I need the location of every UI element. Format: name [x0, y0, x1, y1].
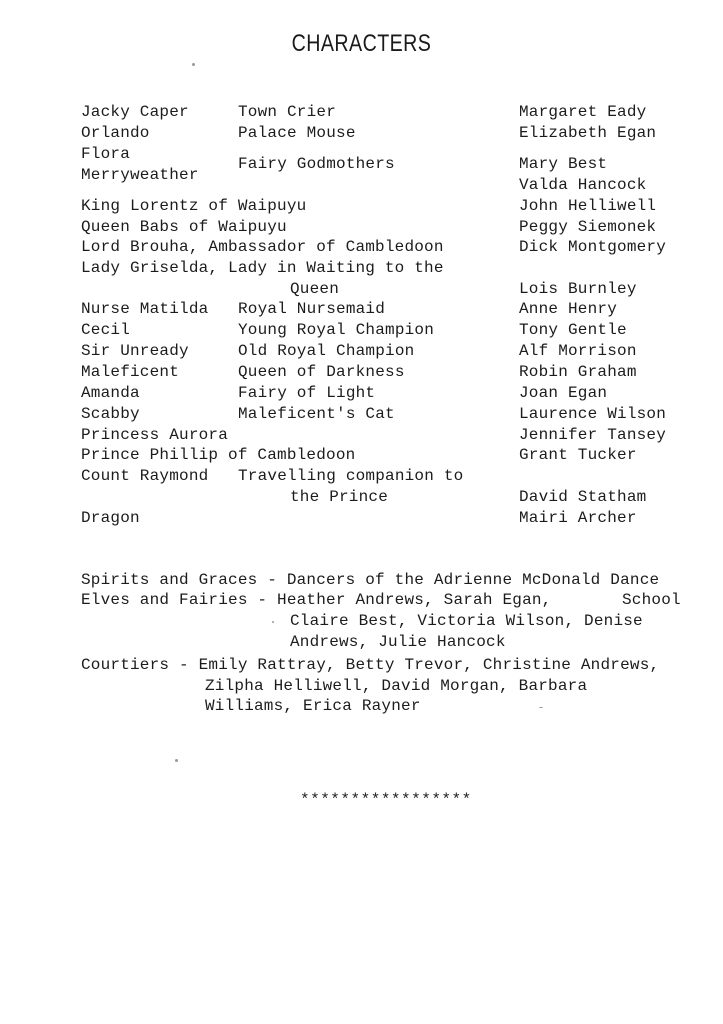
cast-character: Dragon	[81, 509, 140, 527]
cast-role: Queen of Darkness	[238, 363, 405, 381]
cast-character: Scabby	[81, 405, 140, 423]
ensemble-elves: Andrews, Julie Hancock	[290, 633, 506, 651]
cast-actor: John Helliwell	[519, 197, 657, 215]
speck-mark	[192, 63, 195, 66]
cast-character: Amanda	[81, 384, 140, 402]
cast-role: Palace Mouse	[238, 124, 356, 142]
cast-role: Maleficent's Cat	[238, 405, 395, 423]
cast-actor: Lois Burnley	[519, 280, 637, 298]
cast-character: Flora	[81, 145, 131, 163]
cast-character: Count Raymond	[81, 467, 209, 485]
cast-role: Fairy of Light	[238, 384, 376, 402]
ensemble-courtiers: Courtiers - Emily Rattray, Betty Trevor, Christine Andrews,	[81, 656, 660, 674]
cast-role: Fairy Godmothers	[238, 155, 395, 173]
cast-actor: Mary Best	[519, 155, 608, 173]
cast-actor: Peggy Siemonek	[519, 218, 657, 236]
cast-actor: Joan Egan	[519, 384, 608, 402]
ensemble-spirits: Spirits and Graces - Dancers of the Adrienne McDonald Dance	[81, 571, 660, 589]
cast-character: Queen	[290, 280, 340, 298]
cast-character: Merryweather	[81, 166, 199, 184]
cast-character: Lord Brouha, Ambassador of Cambledoon	[81, 238, 444, 256]
cast-role: Town Crier	[238, 103, 337, 121]
cast-character: Cecil	[81, 321, 131, 339]
cast-character: King Lorentz of Waipuyu	[81, 197, 307, 215]
cast-actor: Anne Henry	[519, 300, 618, 318]
cast-character: Nurse Matilda	[81, 300, 209, 318]
cast-actor: Grant Tucker	[519, 446, 637, 464]
cast-actor: Dick Montgomery	[519, 238, 667, 256]
speck-mark	[175, 759, 178, 762]
ensemble-elves: Claire Best, Victoria Wilson, Denise	[290, 612, 643, 630]
cast-actor: Valda Hancock	[519, 176, 647, 194]
ensemble-courtiers: Zilpha Helliwell, David Morgan, Barbara	[205, 677, 588, 695]
cast-actor: Laurence Wilson	[519, 405, 667, 423]
ensemble-school: School	[622, 591, 681, 609]
cast-character: Jacky Caper	[81, 103, 189, 121]
cast-role: Old Royal Champion	[238, 342, 415, 360]
cast-actor: Robin Graham	[519, 363, 637, 381]
cast-actor: Margaret Eady	[519, 103, 647, 121]
cast-actor: Elizabeth Egan	[519, 124, 657, 142]
cast-actor: David Statham	[519, 488, 647, 506]
cast-actor: Alf Morrison	[519, 342, 637, 360]
speck-mark	[272, 621, 274, 623]
cast-character: Queen Babs of Waipuyu	[81, 218, 287, 236]
cast-actor: Jennifer Tansey	[519, 426, 667, 444]
ensemble-elves: Elves and Fairies - Heather Andrews, Sarah Egan,	[81, 591, 552, 609]
cast-actor: Tony Gentle	[519, 321, 627, 339]
cast-character: Princess Aurora	[81, 426, 229, 444]
footer-stars: *****************	[300, 791, 472, 809]
speck-mark	[539, 707, 543, 708]
page-title: CHARACTERS	[291, 30, 432, 57]
cast-actor: Mairi Archer	[519, 509, 637, 527]
cast-character: Prince Phillip of Cambledoon	[81, 446, 356, 464]
cast-role: Travelling companion to	[238, 467, 464, 485]
cast-character: Maleficent	[81, 363, 180, 381]
cast-character: Lady Griselda, Lady in Waiting to the	[81, 259, 444, 277]
cast-character: Sir Unready	[81, 342, 189, 360]
cast-role: the Prince	[290, 488, 389, 506]
ensemble-courtiers: Williams, Erica Rayner	[205, 697, 421, 715]
cast-role: Royal Nursemaid	[238, 300, 386, 318]
cast-role: Young Royal Champion	[238, 321, 435, 339]
cast-character: Orlando	[81, 124, 150, 142]
